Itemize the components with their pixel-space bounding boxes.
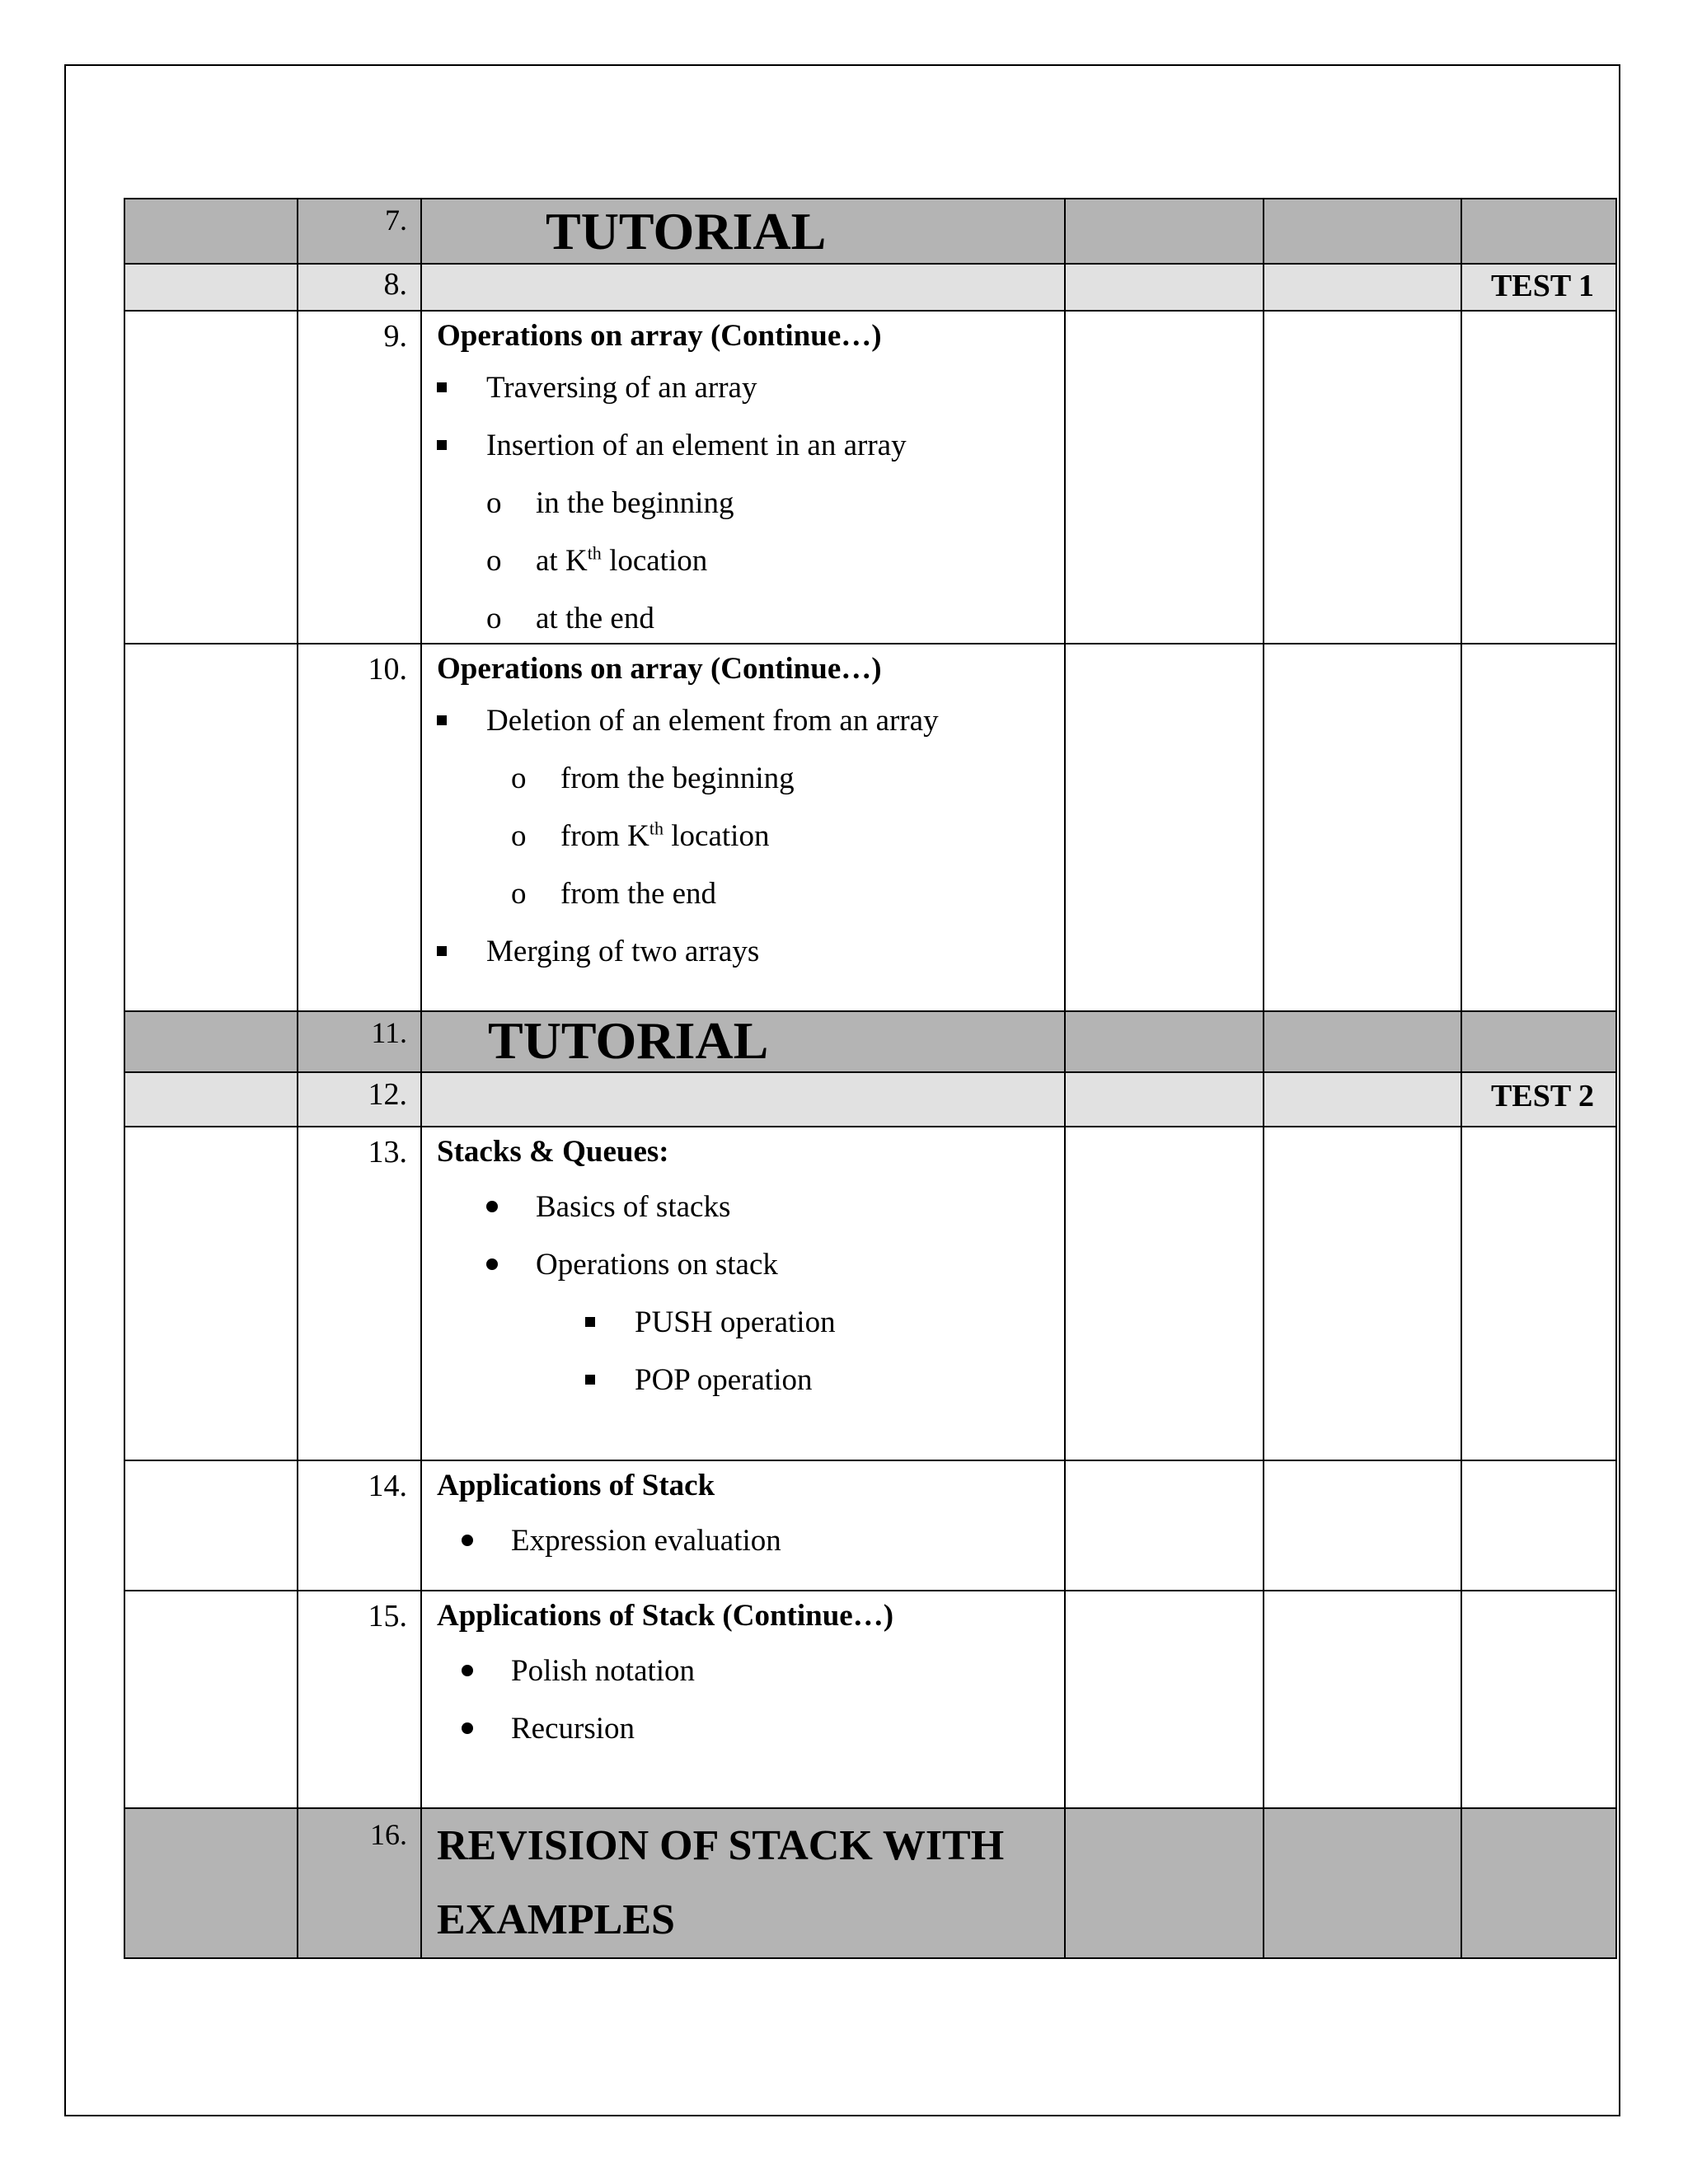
list-item: o from the end	[437, 875, 1051, 913]
tutorial-title: TUTORIAL	[488, 1011, 769, 1070]
row-number: 15.	[298, 1591, 421, 1808]
table-row	[124, 1072, 1616, 1127]
table-row	[124, 264, 1616, 311]
list-item: Expression evaluation	[437, 1522, 1051, 1560]
table-row	[124, 199, 1616, 264]
row-number: 10.	[298, 644, 421, 1011]
tutorial-title: TUTORIAL	[546, 202, 827, 260]
round-bullet-icon	[486, 1246, 519, 1284]
topic-cell	[421, 1127, 1065, 1460]
topic-heading: Applications of Stack	[437, 1469, 715, 1502]
list-item: Operations on stack	[437, 1246, 1051, 1284]
table-row	[124, 1808, 1616, 1958]
lesson-plan-table	[124, 198, 1617, 1959]
revision-title: REVISION OF STACK WITH EXAMPLES	[421, 1808, 1065, 1958]
topic-cell	[421, 1591, 1065, 1808]
list-item: Basics of stacks	[437, 1188, 1051, 1226]
row-number: 8.	[298, 264, 421, 311]
table-row	[124, 1127, 1616, 1460]
row-number: 9.	[298, 311, 421, 644]
table-row	[124, 1011, 1616, 1072]
table-row	[124, 1591, 1616, 1808]
row-number: 14.	[298, 1460, 421, 1591]
test-label: TEST 2	[1461, 1072, 1616, 1127]
square-bullet-icon	[437, 933, 470, 971]
list-item: o at the end	[437, 600, 1051, 638]
list-item: PUSH operation	[437, 1304, 1051, 1342]
test-label: TEST 1	[1461, 264, 1616, 311]
circle-bullet-icon: o	[486, 544, 502, 578]
table-row	[124, 1460, 1616, 1591]
round-bullet-icon	[462, 1710, 495, 1748]
square-bullet-icon	[585, 1304, 618, 1342]
list-item: o from the beginning	[437, 760, 1051, 798]
row-number: 12.	[298, 1072, 421, 1127]
topic-heading: Stacks & Queues:	[437, 1135, 669, 1169]
circle-bullet-icon: o	[486, 602, 502, 635]
circle-bullet-icon: o	[511, 762, 527, 795]
square-bullet-icon	[585, 1361, 618, 1399]
round-bullet-icon	[486, 1188, 519, 1226]
row-number: 11.	[298, 1011, 421, 1072]
square-bullet-icon	[437, 702, 470, 740]
topic-cell	[421, 311, 1065, 644]
topic-cell	[421, 644, 1065, 1011]
topic-heading: Operations on array (Continue…)	[437, 319, 882, 353]
topic-cell	[421, 1460, 1065, 1591]
list-item: o from $K^{th}$ location	[437, 818, 1051, 855]
round-bullet-icon	[462, 1652, 495, 1690]
row-number: 13.	[298, 1127, 421, 1460]
circle-bullet-icon: o	[486, 486, 502, 520]
topic-heading: Operations on array (Continue…)	[437, 652, 882, 686]
list-item: Insertion of an element in an array	[437, 427, 1051, 465]
row-number: 16.	[298, 1808, 421, 1958]
square-bullet-icon	[437, 369, 470, 407]
list-item: POP operation	[437, 1361, 1051, 1399]
circle-bullet-icon: o	[511, 877, 527, 911]
list-item: o at $K^{th}$ location	[437, 542, 1051, 580]
table-row	[124, 644, 1616, 1011]
table-row	[124, 311, 1616, 644]
list-item: Merging of two arrays	[437, 933, 1051, 971]
round-bullet-icon	[462, 1522, 495, 1560]
square-bullet-icon	[437, 427, 470, 465]
list-item: Recursion	[437, 1710, 1051, 1748]
list-item: Deletion of an element from an array	[437, 702, 1051, 740]
list-item: Polish notation	[437, 1652, 1051, 1690]
circle-bullet-icon: o	[511, 819, 527, 853]
topic-heading: Applications of Stack (Continue…)	[437, 1599, 894, 1633]
list-item: Traversing of an array	[437, 369, 1051, 407]
list-item: o in the beginning	[437, 485, 1051, 523]
row-number: 7.	[298, 199, 421, 264]
